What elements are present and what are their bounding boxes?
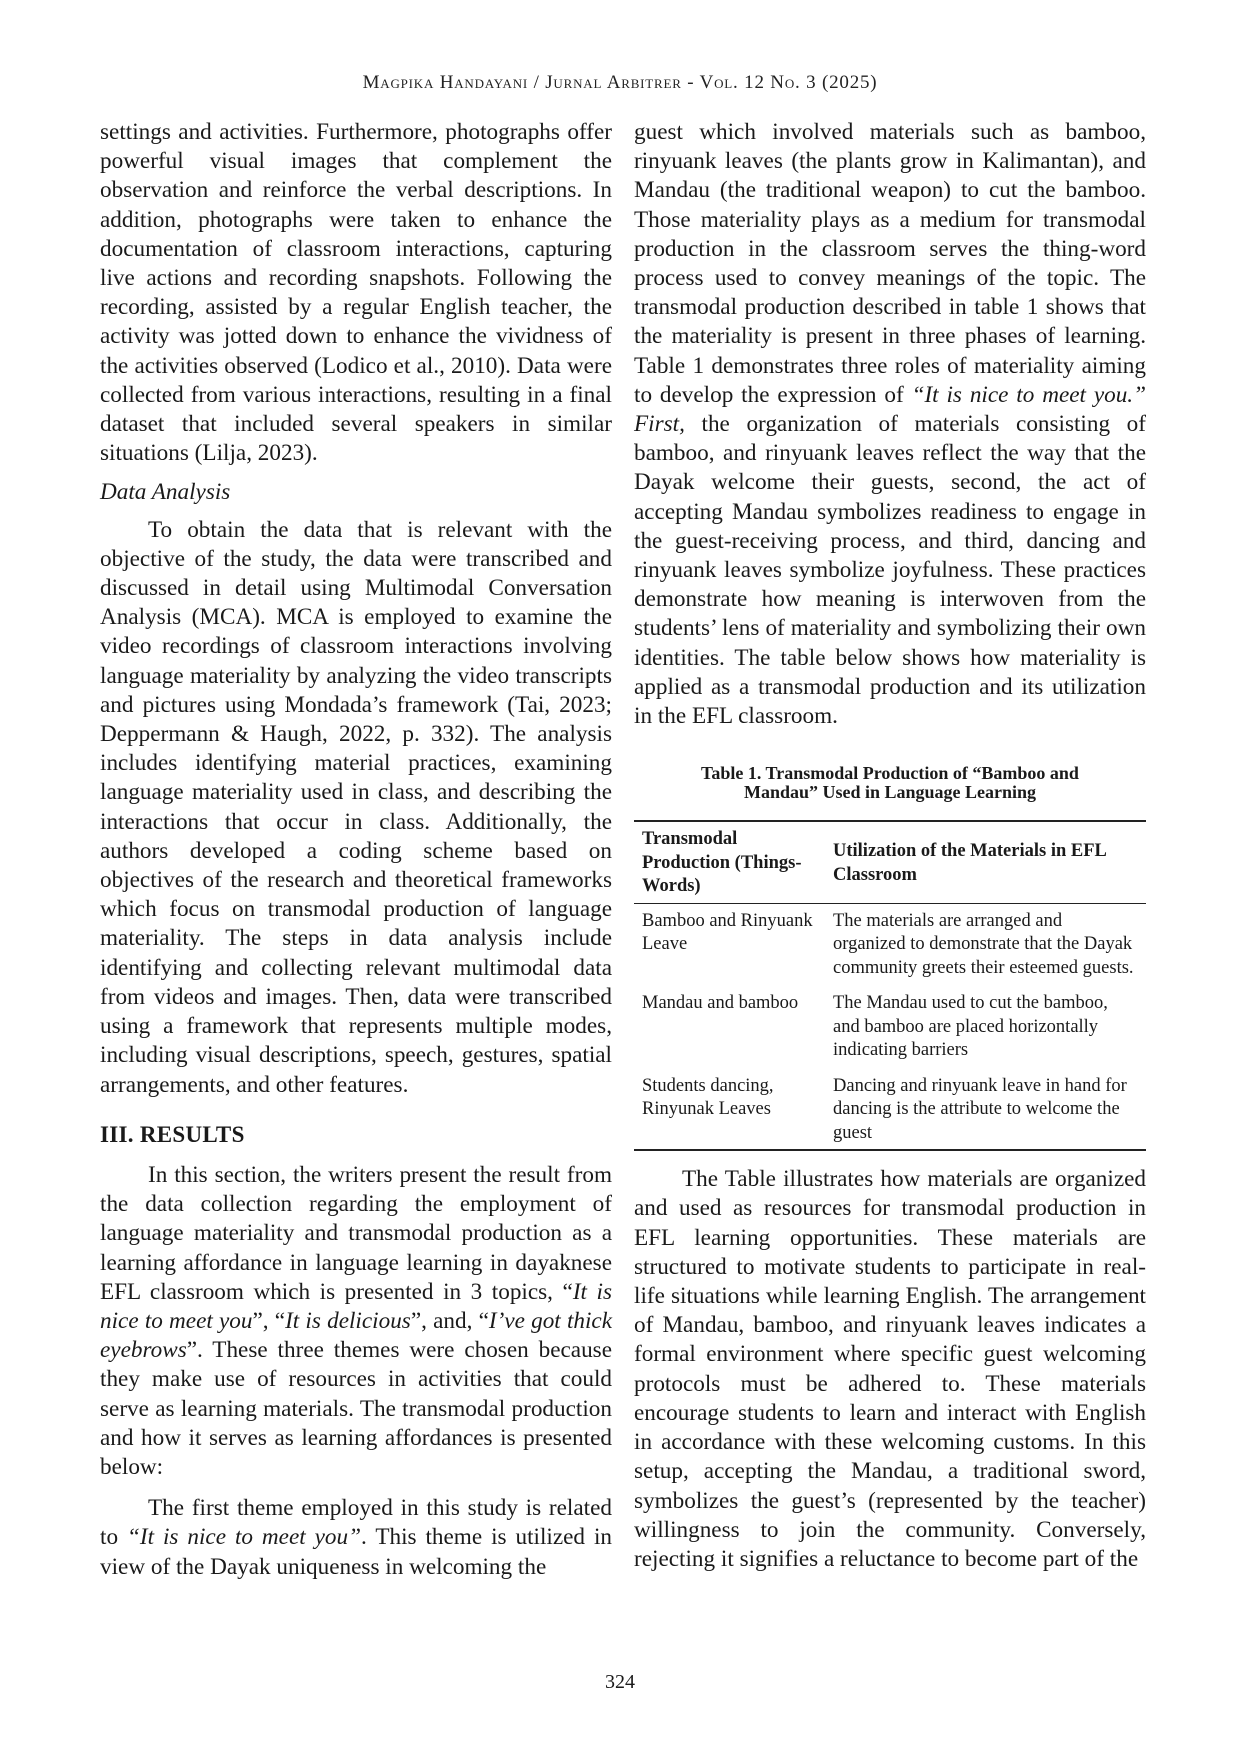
- table-cell-thing: Mandau and bamboo: [642, 993, 799, 1014]
- page-number: 324: [605, 1671, 635, 1693]
- topic-1: It is nice to meet you: [100, 1278, 612, 1334]
- left-column: [100, 118, 612, 1582]
- table-cell-utilization: Dancing and rinyuank leave in hand for dancing is the attribute to welcome the guest: [833, 1075, 1127, 1143]
- results-heading: III. RESULTS: [100, 1121, 245, 1147]
- right-column: [634, 118, 1146, 1574]
- table-row: [634, 903, 1146, 980]
- running-head: Magpika Handayani / Jurnal Arbitrer - Vol. 12 No. 3 (2025): [362, 72, 878, 93]
- theme-quote: “It is nice to meet you”: [126, 1524, 361, 1551]
- table-cell-utilization: The materials are arranged and organized to demonstrate that the Dayak community greets their esteemed guests.: [833, 910, 1134, 978]
- body-paragraph: The Table illustrates how materials are organized and used as resources for transmodal production in EFL learning opportunities. These materials are structured to motivate students to participate in real-life situations while learning English. The arrangement of Mandau, bamboo, and rinyuank leaves indicates a formal environment where specific guest welcoming protocols must be adhered to. These materials encourage students to learn and interact with English in accordance with these welcoming customs. In this setup, accepting the Mandau, a traditional sword, symbolizes the guest’s (represented by the teacher) willingness to join the community. Conversely, rejecting it signifies a reluctance to become part of the: [634, 1166, 1146, 1572]
- body-paragraph: To obtain the data that is relevant with the objective of the study, the data were transcribed and discussed in detail using Multimodal Conversation Analysis (MCA). MCA is employed to examine the video recordings of classroom interactions involving language materiality by analyzing the video transcripts and pictures using Mondada’s framework (Tai, 2023; Deppermann & Haugh, 2022, p. 332). The analysis includes identifying material practices, examining language materiality used in class, and describing the interactions that occur in class. Additionally, the authors developed a coding scheme based on objectives of the research and theoretical frameworks which focus on transmodal production of language materiality. The steps in data analysis include identifying and collecting relevant multimodal data from videos and images. Then, data were transcribed using a framework that represents multiple modes, including visual descriptions, speech, gestures, spatial arrangements, and other features.: [100, 516, 612, 1098]
- topic-3: I’ve got thick eyebrows: [100, 1307, 612, 1364]
- table-caption: Table 1. Transmodal Production of “Bamboo and Mandau” Used in Language Learning: [701, 763, 1079, 803]
- table-cell-utilization: The Mandau used to cut the bamboo, and bamboo are placed horizontally indicating barriers: [833, 993, 1108, 1061]
- body-paragraph: settings and activities. Furthermore, photographs offer powerful visual images that complement the observation and reinforce the verbal descriptions. In addition, photographs were taken to enhance the documentation of classroom interactions, capturing live actions and recording snapshots. Following the recording, assisted by a regular English teacher, the activity was jotted down to enhance the vividness of the activities observed (Lodico et al., 2010). Data were collected from various interactions, resulting in a final dataset that included several speakers in similar situations (Lilja, 2023).: [100, 119, 612, 467]
- topic-2: It is delicious: [285, 1307, 411, 1334]
- table-header-utilization: Utilization of the Materials in EFL Classroom: [825, 821, 1146, 903]
- transmodal-production-table: [634, 820, 1146, 1151]
- body-paragraph: guest which involved materials such as bamboo, rinyuank leaves (the plants grow in Kalimantan), and Mandau (the traditional weapon) to cut the bamboo. Those materiality plays as a medium for transmodal production in the classroom serves the thing-word process used to convey meanings of the topic. The transmodal production described in table 1 shows that the materiality is present in three phases of learning. Table 1 demonstrates three roles of materiality aiming to develop the expression of “It is nice to meet you.” First, the organization of materials consisting of bamboo, and rinyuank leaves reflect the way that the Dayak welcome their guests, second, the act of accepting Mandau symbolizes readiness to engage in the guest-receiving process, and third, dancing and rinyuank leaves symbolize joyfulness. These practices demonstrate how meaning is interwoven from the students’ lens of materiality and symbolizing their own identities. The table below shows how materiality is applied as a transmodal production and its utilization in the EFL classroom.: [634, 119, 1146, 730]
- data-analysis-heading: Data Analysis: [100, 479, 231, 506]
- table-row: [634, 1063, 1146, 1151]
- table-row: [634, 980, 1146, 1063]
- first-theme-paragraph: The first theme employed in this study is related to “It is nice to meet you”. This theme is utilized in view of the Dayak uniqueness in welcoming the: [100, 1495, 612, 1580]
- table-cell-thing: Students dancing, Rinyunak Leaves: [642, 1075, 774, 1120]
- expression-quote: “It is nice to meet you.” First,: [634, 381, 1146, 438]
- results-intro-paragraph: In this section, the writers present the result from the data collection regarding the employment of language materiality and transmodal production as a learning affordance in language learning in dayaknese EFL classroom which is presented in 3 topics, “It is nice to meet you”, “It is delicious”, and, “I’ve got thick eyebrows”. These three themes were chosen because they make use of resources in activities that could serve as learning materials. The transmodal production and how it serves as learning affordances is presented below:: [100, 1161, 612, 1480]
- table-header-things-words: Transmodal Production (Things-Words): [634, 821, 825, 903]
- table-cell-thing: Bamboo and Rinyuank Leave: [642, 910, 813, 955]
